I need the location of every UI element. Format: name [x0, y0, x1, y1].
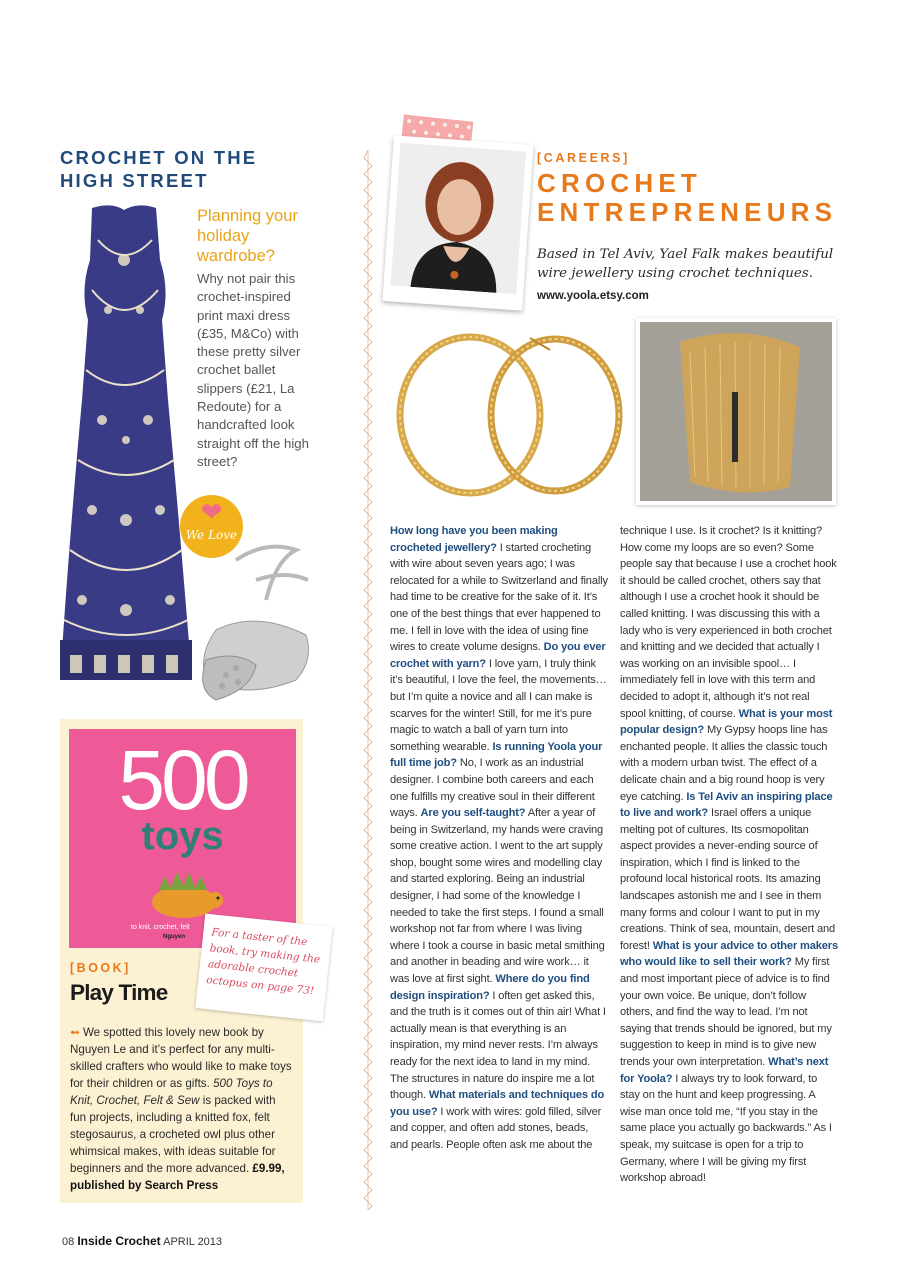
qa-answer: My Gypsy hoops line has enchanted people. It allies the classic touch with a modern urban twist. The effect of a delicate chain and a big round hoop is very eye catching.: [620, 724, 828, 803]
column-divider: [353, 150, 383, 1210]
qa-question: What materials and techniques do you use?: [390, 1089, 605, 1118]
qa-question: Do you ever crochet with yarn?: [390, 641, 606, 670]
qa-answer: I always try to look forward, to stay on the hunt and keep progressing. A wise man once told me, “If you stay in the same place you actually go backwards.” As I speak, my suitcase is open for a trip to Germany, where I will be giving my first workshop abroad!: [620, 1072, 832, 1185]
book-cover-subtitle: to knit, crochet, felt: [131, 924, 190, 931]
page-footer: [62, 1234, 222, 1248]
qa-item: [620, 940, 838, 1068]
qa-item: [390, 973, 606, 1101]
qa-answer: After a year of being in Switzerland, my hands were craving some creative action. I went to the art supply shop, bought some wires and modelling clay and started exploring. Being an industrial designer, I had some of the knowledge I needed to take the first steps. I found a small workshop not far from where I was living where I took a course in basic metal smithing and another in beading and wire work… it was love at first sight.: [390, 807, 605, 986]
qa-item: [620, 1056, 832, 1184]
book-cover-number: 500: [118, 733, 247, 827]
magazine-name: Inside Crochet: [77, 1234, 161, 1248]
qa-question: Are you self-taught?: [420, 807, 526, 820]
qa-item: [620, 791, 835, 952]
crochet-slippers-image: [196, 540, 318, 708]
portrait-frame: [382, 135, 533, 310]
careers-tag: [CAREERS]: [537, 151, 630, 165]
holiday-title: Planning your holiday wardrobe?: [197, 207, 298, 265]
qa-answer: I work with wires: gold filled, silver and copper, and often add stones, beads, and pearls. People often ask me about the: [390, 1105, 602, 1151]
qa-question: What is your advice to other makers who would like to sell their work?: [620, 939, 838, 969]
article-title: CROCHET ENTREPRENEURS: [537, 168, 838, 227]
yael-falk-portrait: [390, 143, 526, 294]
book-cover: [69, 729, 296, 948]
qa-answer: My first and most important piece of advice is to find your own voice. Be unique, don’t follow others, and find the way to lead. I’m not saying that trends should be ignored, but my suggestion to keep in mind is to give new trends your own interpretation.: [620, 956, 832, 1068]
high-street-heading: CROCHET ON THE HIGH STREET: [60, 147, 258, 191]
article-column-1: [390, 523, 608, 1154]
qa-question: How long have you been making crocheted jewellery?: [390, 525, 558, 554]
qa-question: What is your most popular design?: [620, 707, 833, 737]
maxi-dress-image: [52, 200, 200, 685]
heart-icon: ❤: [200, 497, 223, 527]
qa-item: [390, 525, 608, 653]
article-intro: Based in Tel Aviv, Yael Falk makes beautiful wire jewellery using crochet techniques.: [537, 247, 834, 281]
gold-cuff-bracelet-image: [640, 322, 832, 501]
gold-hoop-earrings-image: [390, 320, 630, 500]
holiday-body: Why not pair this crochet-inspired print maxi dress (£35, M&Co) with these pretty silver crochet ballet slippers (£21, La Redoute) for a handcrafted look straight off the high street?: [197, 271, 309, 469]
book-price: £9.99, published by Search Press: [70, 1162, 285, 1192]
qa-answer: I started crocheting with wire about seven years ago; I was relocated for a while to Switzerland and finally had time to be creative for the sake of it. It’s one of the best things that ever happened to me. I fell in love with the idea of using fine wires to create volume designs.: [390, 541, 608, 654]
arrow-icon: ➻: [70, 1026, 80, 1039]
book-body: ➻ We spotted this lovely new book by Nguyen Le and it’s perfect for any multi-skilled crafters who would like to make toys for their children or as gifts. 500 Toys to Knit, Crochet, Felt & Sew is packed with fun projects, including a knitted fox, felt stegosaurus, a crocheted owl plus other whimsical makes, with ideas suitable for beginners and the more advanced. £9.99, published by Search Press: [70, 1026, 292, 1192]
qa-item: [620, 708, 832, 803]
we-love-label: We Love: [185, 528, 238, 542]
qa-answer: I often get asked this, and the truth is it comes out of thin air! What I actually mean is that everything is an inspiration, my mind never rests. I’m always ready for the next idea to land in my mind. The structures in nature do inspire me a lot though.: [390, 989, 606, 1102]
qa-item: [390, 641, 607, 753]
website-link[interactable]: www.yoola.etsy.com: [537, 290, 649, 302]
qa-question: Is running Yoola your full time job?: [390, 740, 603, 770]
qa-question: What’s next for Yoola?: [620, 1056, 829, 1085]
qa-answer-continued: technique I use. Is it crochet? Is it knitting? How come my loops are so even? Some people say that because I use a crochet hook it should be called crochet, others say that although I use a crochet hook it should be called knitting. I was discussing this with a lady who is very experienced in both crochet and knitting and we decided that actually I was working on an invisible spool… I immediately fell in love with this term and decided to adopt it, although it’s not real spool knitting, of course.: [620, 525, 837, 720]
book-title: Play Time: [70, 980, 168, 1005]
cuff-photo-frame: [636, 318, 836, 505]
book-cover-author: Nguyen: [163, 934, 186, 940]
qa-question: Is Tel Aviv an inspiring place to live and work?: [620, 790, 833, 820]
book-title-inline: 500 Toys to Knit, Crochet, Felt & Sew: [70, 1077, 273, 1107]
issue-date: APRIL 2013: [163, 1236, 223, 1248]
book-cover-word: toys: [141, 814, 224, 858]
qa-answer: No, I work as an industrial designer. I combine both careers and each one fulfills my creative soul in their different ways.: [390, 757, 595, 820]
qa-answer: Israel offers a unique melting pot of cultures. Its cosmopolitan aspect provides a never-ending source of inspiration, which I find is linked to the profound local historical roots. Its amazing landscapes astonish me and I see in them many forms and colour I want to put in my creations. Think of sea, mountain, desert and forest!: [620, 807, 836, 952]
qa-question: Where do you find design inspiration?: [390, 973, 590, 1002]
page-number: 08: [62, 1236, 75, 1248]
taster-note-text: For a taster of the book, try making the adorable crochet octopus on page 73!: [205, 926, 321, 998]
taster-note: [195, 914, 332, 1022]
qa-answer: I love yarn, I truly think it’s beautiful, I love the feel, the movements… but I’m quite a novice and all I can make is scarves for the winter! Still, for me it’s pure magic to watch a ball of yarn turn into something wearable.: [390, 657, 607, 753]
book-tag: [BOOK]: [70, 961, 131, 975]
qa-item: [390, 807, 605, 985]
article-column-2: [620, 523, 838, 1187]
